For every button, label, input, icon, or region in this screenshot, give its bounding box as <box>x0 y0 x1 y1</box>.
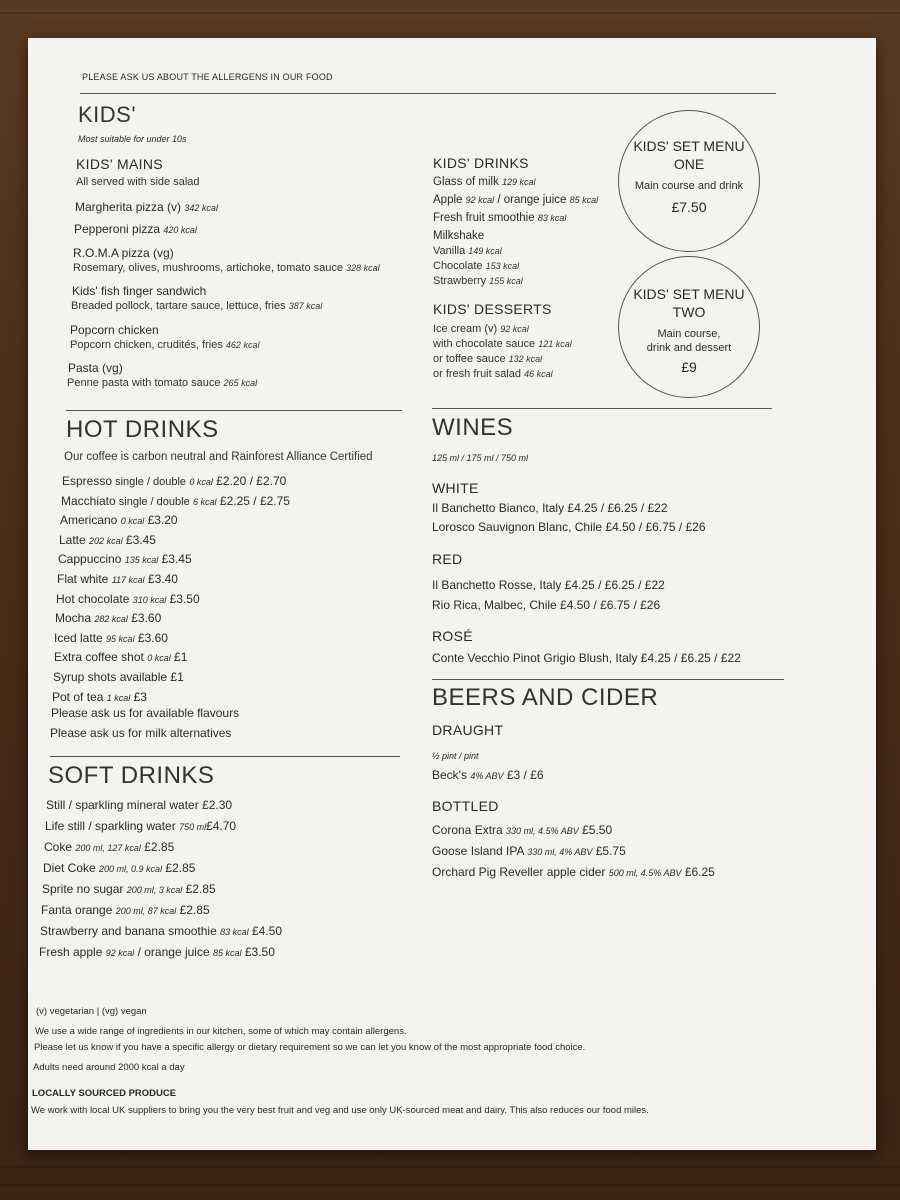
draught-heading: DRAUGHT <box>432 722 504 738</box>
menu-item-desc: Chocolate 153 kcal <box>433 260 520 272</box>
divider <box>50 756 400 757</box>
menu-item-desc: Rosemary, olives, mushrooms, artichoke, tomato sauce 328 kcal <box>73 262 380 274</box>
local-text: We work with local UK suppliers to bring you the very best fruit and veg and use only UK-sourced meat and dairy. This also reduces our food miles. <box>31 1105 649 1116</box>
list-item: Hot chocolate 310 kcal £3.50 <box>56 591 200 606</box>
menu-item: Ice cream (v) 92 kcal <box>433 323 529 335</box>
list-item: Americano 0 kcal £3.20 <box>60 513 178 528</box>
hot-drinks-note: Our coffee is carbon neutral and Rainforest Alliance Certified <box>64 451 373 463</box>
list-item: Cappuccino 135 kcal £3.45 <box>58 552 192 567</box>
list-item: Life still / sparkling water 750 ml£4.70 <box>45 819 237 833</box>
list-item: Fanta orange 200 ml, 87 kcal £2.85 <box>41 903 210 917</box>
diet-legend: (v) vegetarian | (vg) vegan <box>36 1006 147 1017</box>
kcal-note: Adults need around 2000 kcal a day <box>33 1062 185 1073</box>
divider <box>80 93 776 94</box>
menu-card <box>28 38 876 1150</box>
list-item: Iced latte 95 kcal £3.60 <box>54 630 168 645</box>
list-item: Pot of tea 1 kcal £3 <box>52 689 147 704</box>
set-menu-two-badge: KIDS' SET MENU TWO Main course, drink and dessert £9 <box>618 256 760 398</box>
menu-item: Pasta (vg) <box>68 361 123 375</box>
menu-item-desc: or toffee sauce 132 kcal <box>433 353 543 365</box>
list-item: Please ask us for milk alternatives <box>50 725 232 740</box>
allergy-note: We use a wide range of ingredients in our kitchen, some of which may contain allergens. <box>35 1026 407 1037</box>
white-heading: WHITE <box>432 480 479 496</box>
menu-item: Fresh fruit smoothie 83 kcal <box>433 212 567 224</box>
hot-drinks-title: HOT DRINKS <box>66 416 219 443</box>
list-item: Strawberry and banana smoothie 83 kcal £4.50 <box>40 924 283 938</box>
menu-item: Milkshake <box>433 230 485 242</box>
set-menu-one-badge: KIDS' SET MENU ONE Main course and drink £7.50 <box>618 110 760 252</box>
hot-drinks-list <box>50 474 291 745</box>
list-item: Corona Extra 330 ml, 4.5% ABV £5.50 <box>432 823 613 837</box>
kids-subtitle: Most suitable for under 10s <box>78 134 187 144</box>
list-item: Coke 200 ml, 127 kcal £2.85 <box>44 840 175 854</box>
menu-item: Glass of milk 129 kcal <box>433 176 536 188</box>
list-item: Please ask us for available flavours <box>51 705 240 720</box>
list-item: Mocha 282 kcal £3.60 <box>55 611 162 626</box>
rose-heading: ROSÉ <box>432 628 473 644</box>
kids-desserts-heading: KIDS' DESSERTS <box>433 301 552 317</box>
list-item: Diet Coke 200 ml, 0.9 kcal £2.85 <box>43 861 196 875</box>
list-item: Still / sparkling mineral water £2.30 <box>46 798 233 812</box>
divider <box>432 679 784 680</box>
divider <box>432 408 772 409</box>
local-heading: LOCALLY SOURCED PRODUCE <box>32 1088 177 1099</box>
menu-item-desc: Breaded pollock, tartare sauce, lettuce, fries 387 kcal <box>71 300 323 312</box>
wine-sizes: 125 ml / 175 ml / 750 ml <box>432 453 529 463</box>
menu-item-desc: Strawberry 155 kcal <box>433 275 523 287</box>
list-item: Orchard Pig Reveller apple cider 500 ml, 4.5% ABV £6.25 <box>432 865 715 879</box>
menu-item-desc: Penne pasta with tomato sauce 265 kcal <box>67 377 258 389</box>
list-item: Goose Island IPA 330 ml, 4% ABV £5.75 <box>432 844 626 858</box>
allergen-notice: PLEASE ASK US ABOUT THE ALLERGENS IN OUR FOOD <box>82 72 333 82</box>
wines-title: WINES <box>432 414 514 441</box>
allergy-note: Please let us know if you have a specific allergy or dietary requirement so we can let you know of the most appropriate food choice. <box>34 1042 586 1053</box>
list-item: Extra coffee shot 0 kcal £1 <box>54 650 188 665</box>
list-item: Macchiato single / double 6 kcal £2.25 / £2.75 <box>61 493 290 508</box>
list-item: Rio Rica, Malbec, Chile £4.50 / £6.75 / £26 <box>432 598 661 612</box>
list-item: Il Banchetto Rosse, Italy £4.25 / £6.25 / £22 <box>432 578 665 592</box>
menu-item: Apple 92 kcal / orange juice 85 kcal <box>433 194 599 206</box>
menu-item-desc: Popcorn chicken, crudités, fries 462 kcal <box>70 339 260 351</box>
red-heading: RED <box>432 551 463 567</box>
list-item: Espresso single / double 0 kcal £2.20 / £2.70 <box>62 474 287 488</box>
list-item: Syrup shots available £1 <box>53 669 184 684</box>
menu-item: Kids' fish finger sandwich <box>72 284 207 298</box>
bottled-heading: BOTTLED <box>432 798 499 814</box>
menu-item-desc: or fresh fruit salad 46 kcal <box>433 368 553 380</box>
list-item: Flat white 117 kcal £3.40 <box>57 571 178 586</box>
menu-item: Margherita pizza (v) 342 kcal <box>75 200 218 214</box>
list-item: Latte 202 kcal £3.45 <box>59 532 156 547</box>
kids-mains-heading: KIDS' MAINS <box>76 156 163 172</box>
list-item: Lorosco Sauvignon Blanc, Chile £4.50 / £6.75 / £26 <box>432 520 706 534</box>
list-item: Sprite no sugar 200 ml, 3 kcal £2.85 <box>42 882 216 896</box>
soft-drinks-title: SOFT DRINKS <box>48 762 215 789</box>
list-item: Fresh apple 92 kcal / orange juice 85 kcal £3.50 <box>39 945 275 959</box>
divider <box>66 410 402 411</box>
menu-item: Pepperoni pizza 420 kcal <box>74 222 197 236</box>
menu-item-desc: Vanilla 149 kcal <box>433 245 502 257</box>
menu-item: R.O.M.A pizza (vg) <box>73 246 174 260</box>
kids-drinks-heading: KIDS' DRINKS <box>433 155 529 171</box>
menu-item: Popcorn chicken <box>70 323 159 337</box>
draught-sizes: ½ pint / pint <box>432 751 479 761</box>
kids-mains-note: All served with side salad <box>76 176 200 188</box>
list-item: Beck's 4% ABV £3 / £6 <box>432 768 544 782</box>
kids-title: KIDS' <box>78 102 137 127</box>
soft-drinks-list <box>39 798 288 966</box>
list-item: Il Banchetto Bianco, Italy £4.25 / £6.25 / £22 <box>432 501 668 515</box>
menu-item-desc: with chocolate sauce 121 kcal <box>433 338 572 350</box>
list-item: Conte Vecchio Pinot Grigio Blush, Italy £4.25 / £6.25 / £22 <box>432 651 741 665</box>
beers-title: BEERS AND CIDER <box>432 684 659 711</box>
